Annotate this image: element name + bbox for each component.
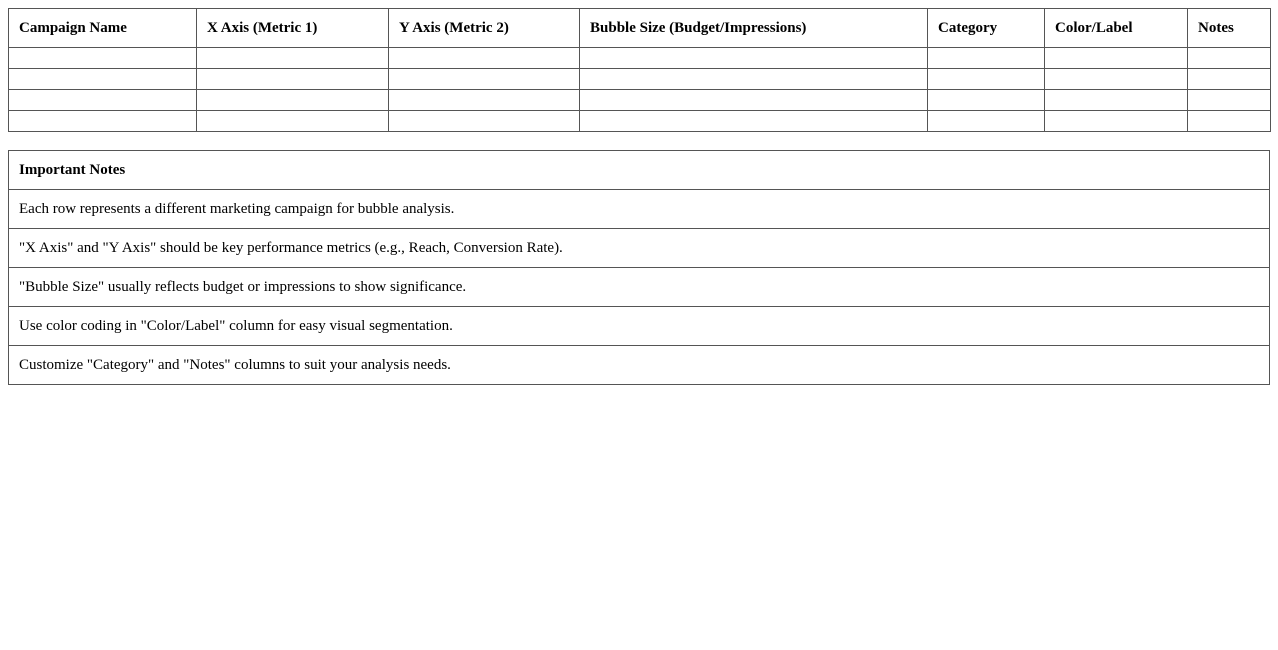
- table-cell[interactable]: [1045, 90, 1188, 111]
- note-row: [9, 346, 1270, 385]
- column-header-campaign-name: Campaign Name: [9, 9, 197, 48]
- note-text: Use color coding in "Color/Label" column for easy visual segmentation.: [9, 307, 1270, 346]
- table-cell[interactable]: [1045, 48, 1188, 69]
- note-row: [9, 268, 1270, 307]
- table-cell[interactable]: [197, 111, 389, 132]
- table-cell[interactable]: [928, 48, 1045, 69]
- table-cell[interactable]: [1188, 90, 1271, 111]
- column-header-x-axis: X Axis (Metric 1): [197, 9, 389, 48]
- table-cell[interactable]: [9, 90, 197, 111]
- table-cell[interactable]: [9, 48, 197, 69]
- table-row: [9, 90, 1271, 111]
- note-row: [9, 190, 1270, 229]
- note-text: Each row represents a different marketing campaign for bubble analysis.: [9, 190, 1270, 229]
- column-header-color-label: Color/Label: [1045, 9, 1188, 48]
- notes-title: Important Notes: [9, 151, 1270, 190]
- column-header-category: Category: [928, 9, 1045, 48]
- table-cell[interactable]: [389, 90, 580, 111]
- table-cell[interactable]: [928, 90, 1045, 111]
- note-text: "X Axis" and "Y Axis" should be key performance metrics (e.g., Reach, Conversion Rate).: [9, 229, 1270, 268]
- note-text: Customize "Category" and "Notes" columns to suit your analysis needs.: [9, 346, 1270, 385]
- table-cell[interactable]: [580, 90, 928, 111]
- table-cell[interactable]: [928, 111, 1045, 132]
- table-cell[interactable]: [1188, 111, 1271, 132]
- table-cell[interactable]: [197, 69, 389, 90]
- table-cell[interactable]: [197, 48, 389, 69]
- table-cell[interactable]: [389, 48, 580, 69]
- note-row: [9, 307, 1270, 346]
- table-cell[interactable]: [1188, 69, 1271, 90]
- table-cell[interactable]: [197, 90, 389, 111]
- table-cell[interactable]: [1045, 69, 1188, 90]
- table-cell[interactable]: [580, 69, 928, 90]
- note-row: [9, 229, 1270, 268]
- table-header-row: [9, 9, 1271, 48]
- table-row: [9, 111, 1271, 132]
- table-cell[interactable]: [580, 111, 928, 132]
- table-cell[interactable]: [9, 69, 197, 90]
- important-notes-table: [8, 150, 1270, 385]
- table-row: [9, 69, 1271, 90]
- column-header-y-axis: Y Axis (Metric 2): [389, 9, 580, 48]
- notes-header-row: [9, 151, 1270, 190]
- table-cell[interactable]: [1188, 48, 1271, 69]
- table-cell[interactable]: [928, 69, 1045, 90]
- page-content: [8, 8, 1270, 385]
- campaign-table: [8, 8, 1271, 132]
- column-header-bubble-size: Bubble Size (Budget/Impressions): [580, 9, 928, 48]
- table-row: [9, 48, 1271, 69]
- table-cell[interactable]: [389, 111, 580, 132]
- note-text: "Bubble Size" usually reflects budget or impressions to show significance.: [9, 268, 1270, 307]
- table-cell[interactable]: [389, 69, 580, 90]
- table-cell[interactable]: [1045, 111, 1188, 132]
- table-cell[interactable]: [9, 111, 197, 132]
- column-header-notes: Notes: [1188, 9, 1271, 48]
- table-cell[interactable]: [580, 48, 928, 69]
